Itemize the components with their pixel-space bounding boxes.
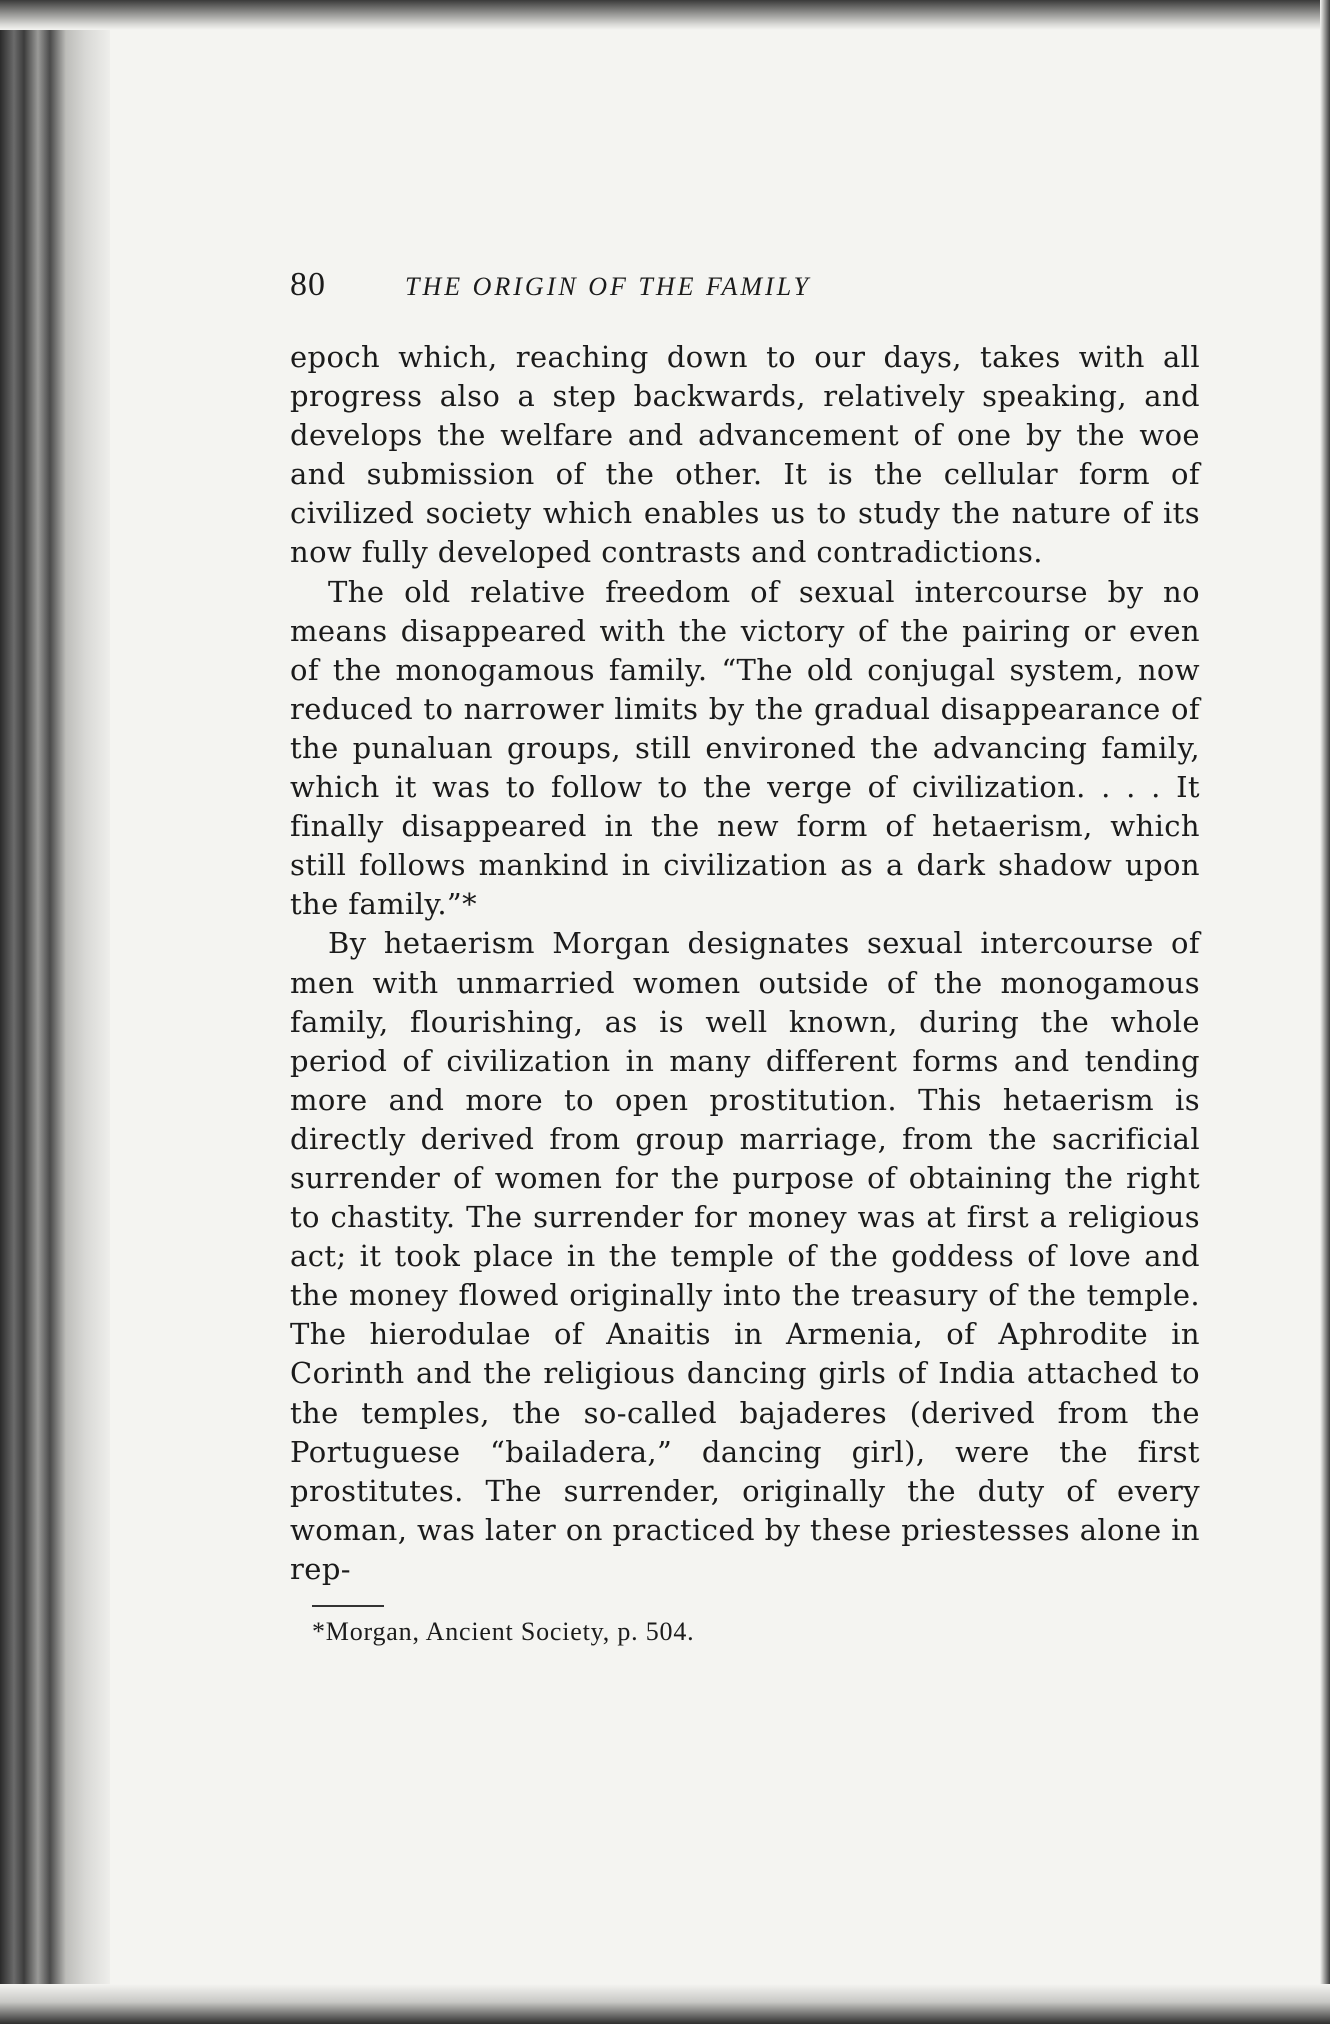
body-text	[290, 338, 1200, 1589]
book-binding-shadow	[0, 0, 110, 2024]
bottom-edge-shadow	[0, 1984, 1330, 2024]
right-edge-shadow	[1320, 0, 1330, 2024]
footnote: *Morgan, Ancient Society, p. 504.	[312, 1617, 695, 1646]
paragraph-3: By hetaerism Morgan designates sexual intercourse of men with unmarried women outside of the monogamous family, flourishing, as is well known, during the whole period of civilization in many different forms and tending more and more to open prostitution. This hetaerism is directly derived from group marriage, from the sacrificial surrender of women for the purpose of obtaining the right to chastity. The surrender for money was at first a religious act; it took place in the temple of the goddess of love and the money flowed originally into the treasury of the temple. The hierodulae of Anaitis in Armenia, of Aphrodite in Corinth and the religious dancing girls of India attached to the temples, the so-called bajaderes (derived from the Portuguese “bailadera,” dancing girl), were the first prostitutes. The surrender, originally the duty of every woman, was later on practiced by these priestesses alone in rep-	[290, 926, 1200, 1586]
paragraph-2: The old relative freedom of sexual intercourse by no means disappeared with the victory of the pairing or even of the monogamous family. “The old conjugal system, now reduced to narrower limits by the gradual disappearance of the punaluan groups, still environed the advancing family, which it was to follow to the verge of civilization. . . . It finally disappeared in the new form of hetaerism, which still follows mankind in civilization as a dark shadow upon the family.”*	[290, 574, 1200, 922]
top-edge-shadow	[0, 0, 1330, 30]
page-header	[290, 266, 1200, 324]
running-head: THE ORIGIN OF THE FAMILY	[405, 272, 812, 301]
footnote-rule	[312, 1605, 384, 1607]
page-number: 80	[290, 266, 326, 303]
paragraph-1: epoch which, reaching down to our days, takes with all progress also a step backwards, relatively speaking, and develops the welfare and advancement of one by the woe and submission of the other. It is the cellular form of civilized society which enables us to study the nature of its now fully developed contrasts and contradictions.	[290, 340, 1200, 570]
page-content	[290, 266, 1200, 1647]
